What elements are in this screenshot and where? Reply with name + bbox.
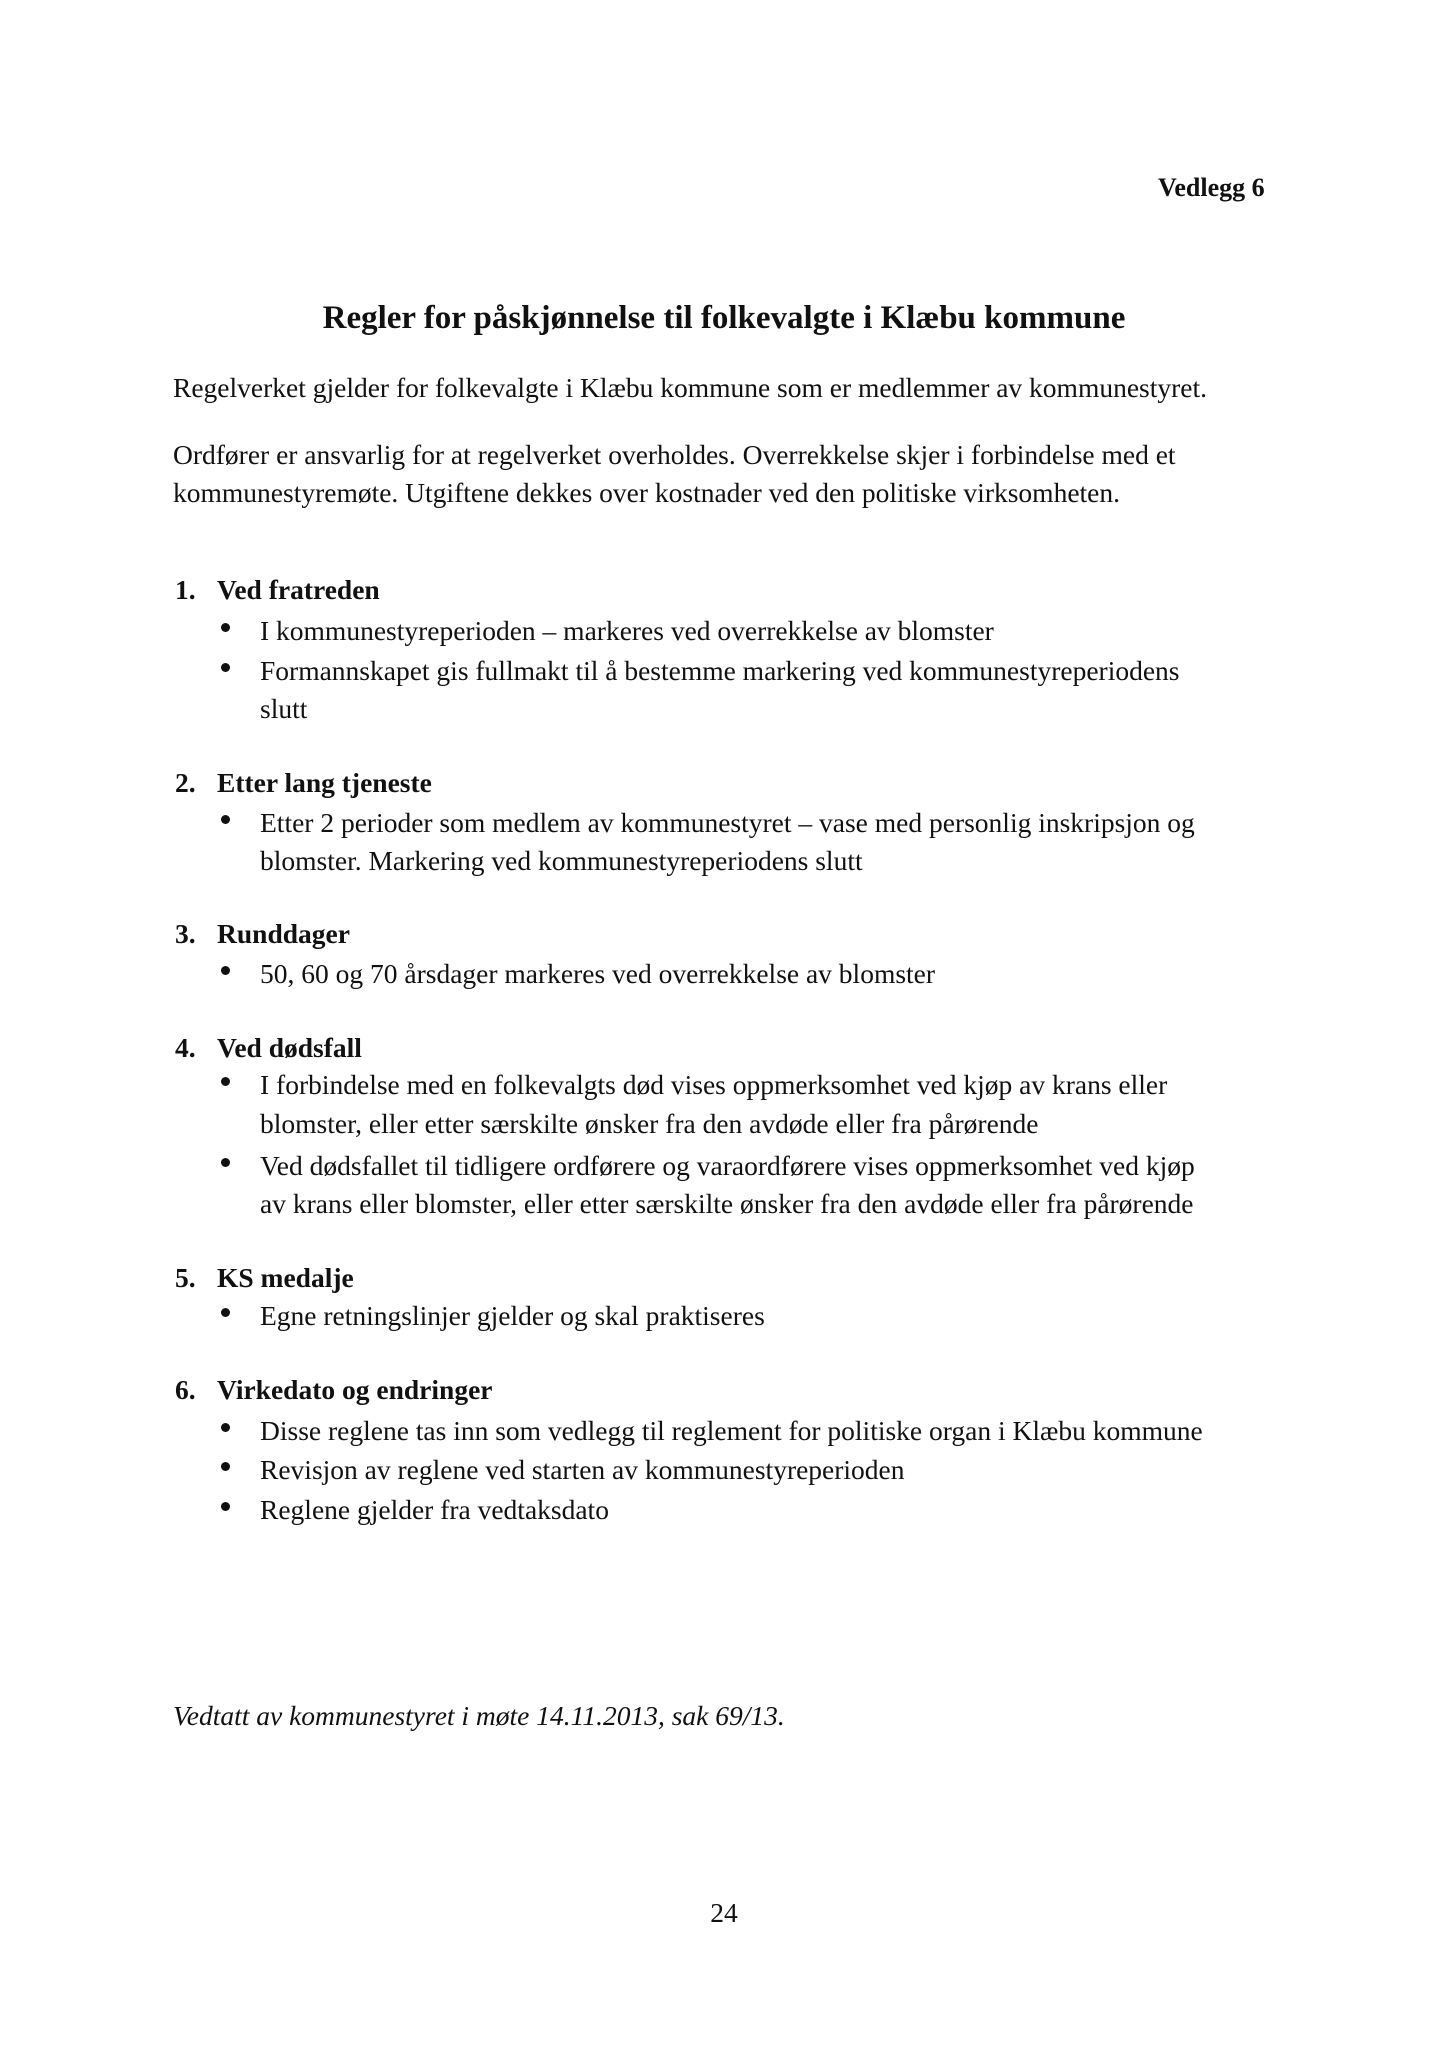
section-number: 5. [175, 1262, 196, 1293]
bullet-text: Etter 2 perioder som medlem av kommunestyret – vase med personlig inskripsjon og [260, 807, 1195, 838]
bullet-icon [221, 1502, 230, 1511]
bullet-icon [221, 1308, 230, 1317]
attachment-label: Vedlegg 6 [1158, 173, 1265, 202]
bullet-text: Ved dødsfallet til tidligere ordførere og varaordførere vises oppmerksomhet ved kjøp [260, 1150, 1195, 1181]
bullet-icon [221, 1423, 230, 1432]
bullet-text: Revisjon av reglene ved starten av kommunestyreperioden [260, 1454, 905, 1485]
page-number: 24 [710, 1897, 738, 1928]
bullet-text-continuation: slutt [260, 693, 308, 724]
bullet-text: 50, 60 og 70 årsdager markeres ved overrekkelse av blomster [260, 958, 936, 989]
bullet-text: Egne retningslinjer gjelder og skal praktiseres [260, 1300, 765, 1331]
bullet-text: Disse reglene tas inn som vedlegg til reglement for politiske organ i Klæbu kommune [260, 1415, 1203, 1446]
section-heading: Etter lang tjeneste [217, 767, 432, 798]
bullet-text: Formannskapet gis fullmakt til å bestemme markering ved kommunestyreperiodens [260, 655, 1180, 686]
intro-paragraph-2-line-2: kommunestyremøte. Utgiftene dekkes over kostnader ved den politiske virksomheten. [173, 477, 1120, 508]
section-heading: KS medalje [217, 1262, 354, 1293]
bullet-icon [221, 1077, 230, 1086]
intro-paragraph-1: Regelverket gjelder for folkevalgte i Klæbu kommune som er medlemmer av kommunestyret. [173, 372, 1208, 403]
section-number: 3. [175, 918, 196, 949]
bullet-icon [221, 815, 230, 824]
intro-paragraph-2-line-1: Ordfører er ansvarlig for at regelverket overholdes. Overrekkelse skjer i forbindelse med et [173, 439, 1176, 470]
bullet-text-continuation: blomster. Markering ved kommunestyreperiodens slutt [260, 845, 863, 876]
page-title: Regler for påskjønnelse til folkevalgte i Klæbu kommune [322, 300, 1126, 336]
adoption-note: Vedtatt av kommunestyret i møte 14.11.2013, sak 69/13. [173, 1700, 785, 1731]
bullet-text-continuation: av krans eller blomster, eller etter særskilte ønsker fra den avdøde eller fra pårørende [260, 1188, 1194, 1219]
bullet-text-continuation: blomster, eller etter særskilte ønsker fra den avdøde eller fra pårørende [260, 1108, 1039, 1139]
section-heading: Ved fratreden [217, 574, 380, 605]
section-number: 1. [175, 574, 196, 605]
section-heading: Runddager [217, 918, 350, 949]
section-heading: Virkedato og endringer [217, 1374, 493, 1405]
section-number: 6. [175, 1374, 196, 1405]
section-number: 2. [175, 767, 196, 798]
bullet-icon [221, 623, 230, 632]
bullet-icon [221, 966, 230, 975]
bullet-icon [221, 1462, 230, 1471]
bullet-icon [221, 663, 230, 672]
bullet-text: I forbindelse med en folkevalgts død vises oppmerksomhet ved kjøp av krans eller [260, 1069, 1168, 1100]
bullet-text: Reglene gjelder fra vedtaksdato [260, 1494, 609, 1525]
section-number: 4. [175, 1032, 196, 1063]
section-heading: Ved dødsfall [217, 1032, 362, 1063]
bullet-text: I kommunestyreperioden – markeres ved overrekkelse av blomster [260, 615, 994, 646]
bullet-icon [221, 1158, 230, 1167]
